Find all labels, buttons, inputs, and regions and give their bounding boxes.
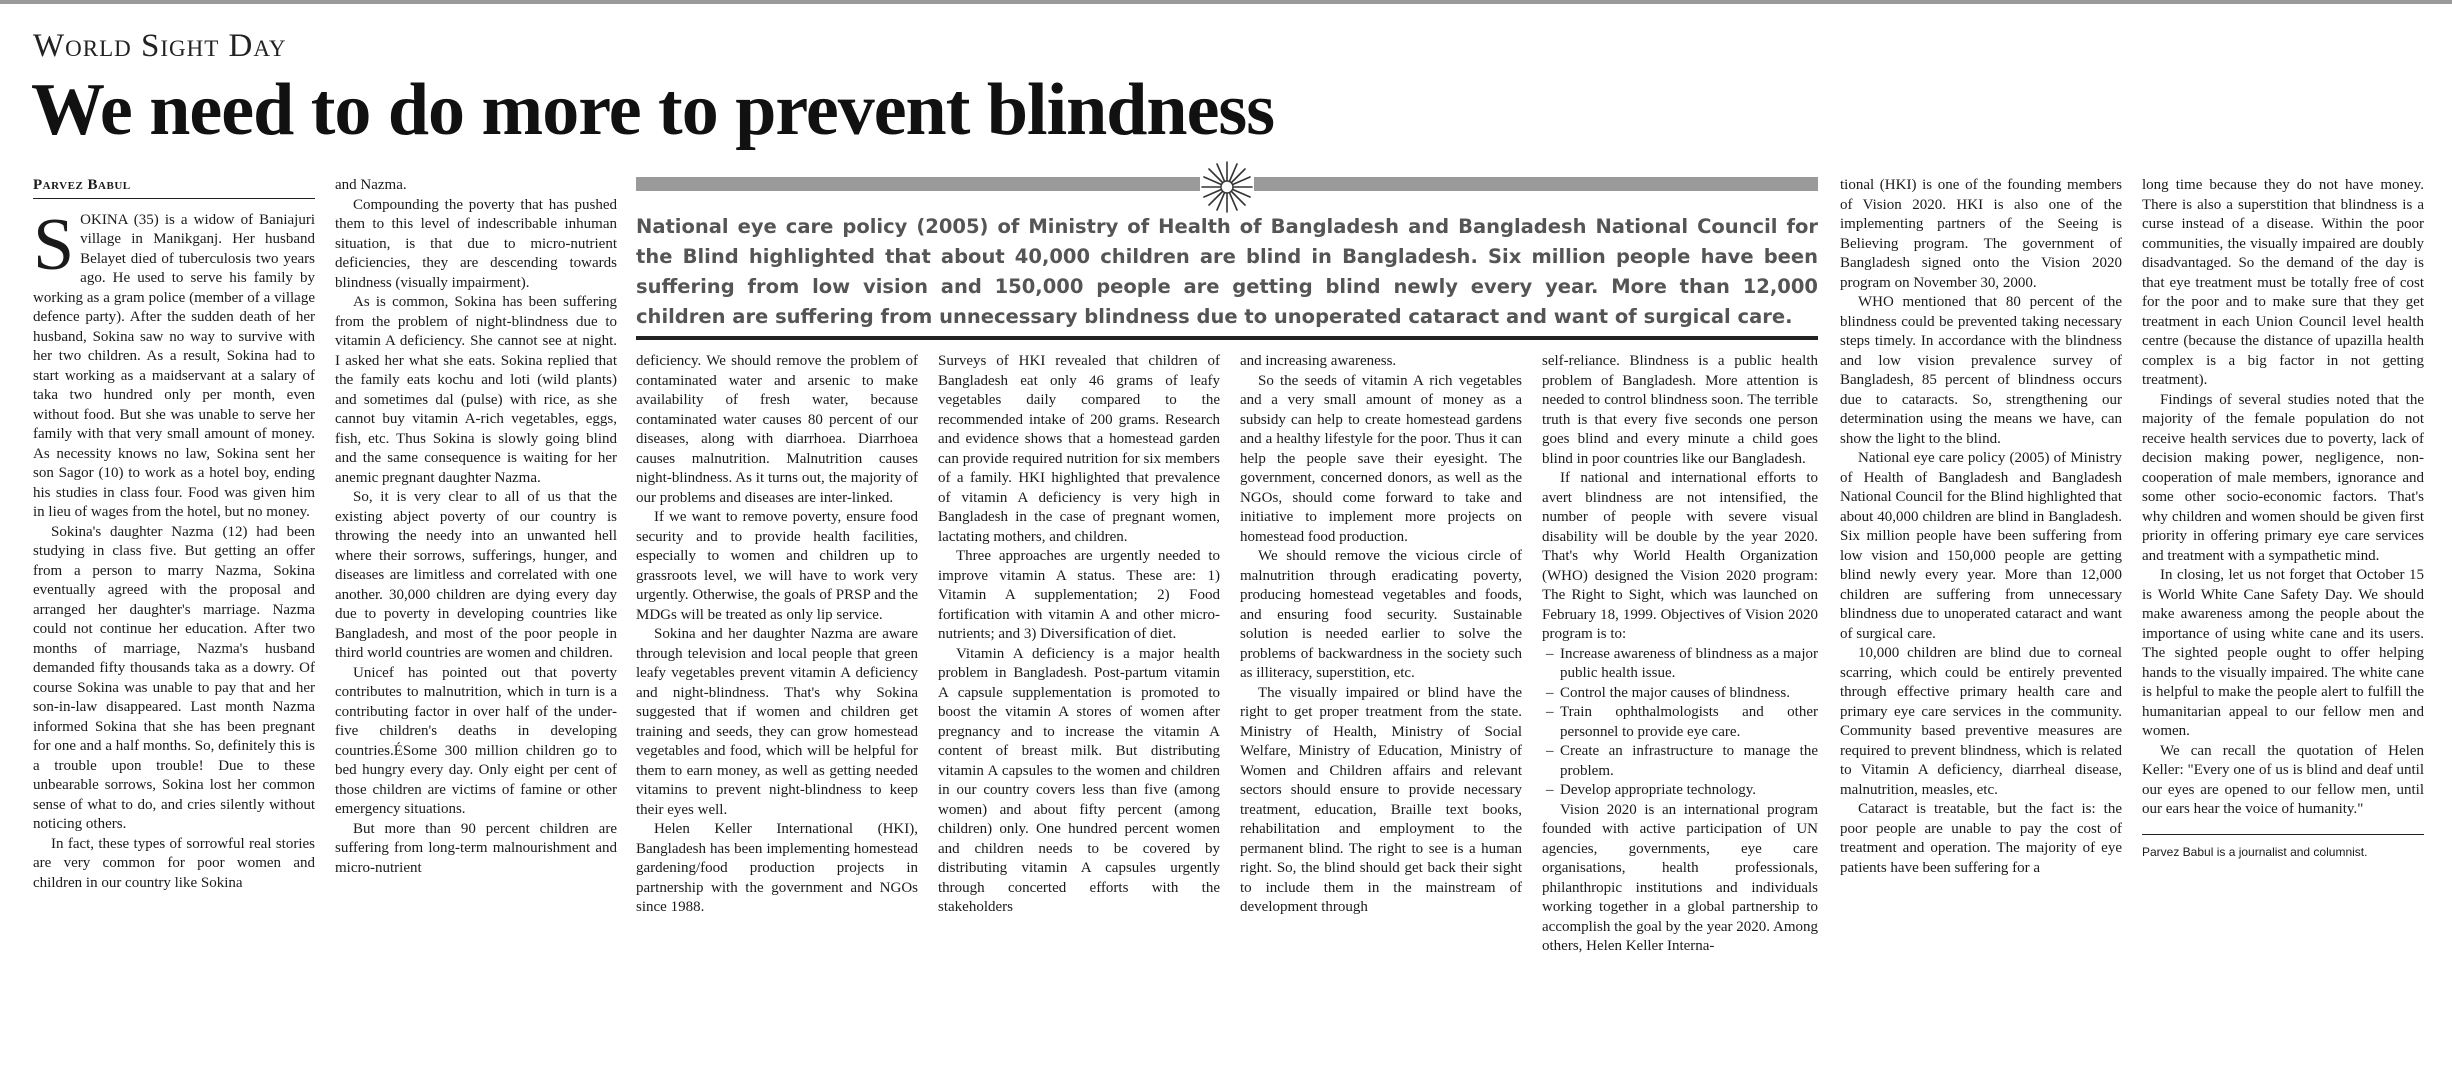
column-3 — [636, 352, 918, 918]
lead-paragraph-text: OKINA (35) is a widow of Baniajuri village in Manikganj. Her husband Belayet died of tuberculosis two years ago. He used to serve his family by working as a gram police (member of a village defence party). After the sudden death of her husband, Sokina saw no way to survive with her two children. As a result, Sokina had to start working as a maidservant at a salary of taka two hundred only per month, even without food. But she was unable to serve her family with that very small amount of money. As necessity knows no law, Sokina sent her son Sagor (10) to work as a hotel boy, ending his studies in class four. Food was given him in lieu of wages from the hotel, but no money. — [33, 211, 315, 520]
paragraph: Compounding the poverty that has pushed them to this level of indescribable inhuman situation, is that due to micro-nutrient deficiencies, they are descending towards blindness (visually impairment). — [335, 196, 617, 291]
paragraph: The visually impaired or blind have the right to get proper treatment from the state. Ministry of Health, Ministry of Social Welfare, Ministry of Education, Ministry of Women and Children affairs and relevant sectors should ensure to provide necessary treatment, education, Braille text books, rehabilitation and employment to the permanent blind. The right to see is a human right. So, the blind should get back their sight to include them in the mainstream of development through — [1240, 684, 1522, 915]
paragraph: and increasing awareness. — [1240, 353, 1397, 369]
column-7 — [1840, 176, 2122, 878]
list-item: – Control the major causes of blindness. — [1560, 684, 1818, 704]
column-6 — [1542, 352, 1818, 957]
paragraph: Cataract is treatable, but the fact is: the poor people are unable to pay the cost of treatment and operation. The majority of eye patients have been suffering for a — [1840, 801, 2122, 876]
paragraph: Helen Keller International (HKI), Bangladesh has been implementing homestead gardening/food production projects in partnership with the government and NGOs since 1988. — [636, 821, 918, 915]
list-item: – Create an infrastructure to manage the problem. — [1560, 742, 1818, 781]
drop-cap: S — [33, 203, 75, 286]
byline: Parvez Babul — [33, 176, 315, 199]
column-8 — [2142, 176, 2424, 862]
paragraph: Vitamin A deficiency is a major health problem in Bangladesh. Post-partum vitamin A capsule supplementation is promoted to boost the vitamin A stores of women after pregnancy and to increase the vitamin A content of breast milk. But distributing vitamin A capsules to the women and children in our country covers less than five (among women) and about fifty percent (among children) only. One hundred percent women and children needs to be covered by distributing vitamin A capsules urgently through concerted efforts with the stakeholders — [938, 645, 1220, 915]
paragraph: self-reliance. Blindness is a public health problem of Bangladesh. More attention is needed to control blindness soon. The terrible truth is that every five seconds one person goes blind and every minute a child goes blind in poor countries like our Bangladesh. — [1542, 353, 1818, 467]
section-kicker: World Sight Day — [33, 28, 287, 64]
paragraph: Vision 2020 is an international program founded with active participation of UN agencies, governments, eye care organisations, health professionals, philanthropic institutions and individuals working together in a global partnership to accomplish the goal by the year 2020. Among others, Helen Keller Interna- — [1542, 801, 1818, 954]
pull-quote-rule — [636, 336, 1818, 340]
lead-paragraph — [33, 203, 315, 523]
paragraph: So, it is very clear to all of us that the existing abject poverty of our country is throwing the needy into an unwanted hell where their sorrows, sufferings, hunger, and diseases are limitless and correlated with one another. 30,000 children are dying every day due to poverty in developing countries like Bangladesh, and most of the poor people in third world countries are women and children. — [335, 489, 617, 661]
paragraph: In fact, these types of sorrowful real stories are very common for poor women and children in our country like Sokina — [33, 835, 315, 891]
paragraph: We can recall the quotation of Helen Keller: "Every one of us is blind and deaf until our eyes are opened to our fellow men, until our ears hear the voice of humanity." — [2142, 742, 2424, 817]
paragraph: If we want to remove poverty, ensure food security and to provide health facilities, especially to women and children up to grassroots level, we will have to work very urgently. Otherwise, the goals of PRSP and the MDGs will be treated as only lip service. — [636, 509, 918, 623]
paragraph: As is common, Sokina has been suffering from the problem of night-blindness due to vitamin A deficiency. She cannot see at night. I asked her what she eats. Sokina replied that the family eats kochu and loti (wild plants) and sometimes dal (pulse) with rice, as she cannot buy vitamin A-rich vegetables, eggs, fish, etc. Thus Sokina is slowly going blind and the same consequence is waiting for her anemic pregnant daughter Nazma. — [335, 294, 617, 486]
article-headline: We need to do more to prevent blindness — [31, 69, 1275, 151]
pull-quote-text: National eye care policy (2005) of Ministry of Health of Bangladesh and Bangladesh National Council for the Blind highlighted that about 40,000 children are blind in Bangladesh. Six million people have been suffering from low vision and 150,000 people are getting blind newly every year. More than 12,000 children are suffering from unnecessary blindness due to unoperated cataract and want of surgical care. — [636, 215, 1818, 328]
list-item: – Increase awareness of blindness as a major public health issue. — [1560, 645, 1818, 684]
paragraph: Three approaches are urgently needed to improve vitamin A status. These are: 1) Vitamin A supplementation; 2) Food fortification with vitamin A and other micro-nutrients; and 3) Diversification of diet. — [938, 548, 1220, 642]
paragraph: long time because they do not have money. There is also a superstition that blindness is a curse instead of a disease. Within the poor communities, the visually impaired are doubly disadvantaged. So the demand of the day is that eye treatment must be totally free of cost for the poor and to make sure that they get treatment in each Union Council level health centre (because the distance of upazilla health complex is a big factor in not getting treatment). — [2142, 177, 2424, 388]
author-credit: Parvez Babul is a journalist and columnist. — [2142, 834, 2424, 863]
starburst-icon — [1200, 160, 1254, 214]
paragraph: deficiency. We should remove the problem of contaminated water and arsenic to make availability of fresh water, because contaminated water causes 80 percent of our diseases, along with diarrhoea. Diarrhoea causes malnutrition. Malnutrition causes night-blindness. As it turns out, the majority of our problems and diseases are inter-linked. — [636, 353, 918, 506]
paragraph: Surveys of HKI revealed that children of Bangladesh eat only 46 grams of leafy vegetables daily compared to the recommended intake of 200 grams. Research and evidence shows that a homestead garden can provide required nutrition for six members of a family. HKI highlighted that prevalence of vitamin A deficiency is very high in Bangladesh in the case of pregnant women, lactating mothers, and children. — [938, 353, 1220, 545]
objectives-list — [1542, 645, 1818, 801]
column-4 — [938, 352, 1220, 918]
list-item: – Train ophthalmologists and other personnel to provide eye care. — [1560, 703, 1818, 742]
paragraph: and Nazma. — [335, 177, 407, 193]
paragraph: Sokina's daughter Nazma (12) had been studying in class five. But getting an offer from a person to marry Nazma, Sokina eventually agreed with the proposal and arranged her daughter's marriage. Nazma could not continue her education. After two months of marriage, Nazma's husband demanded fifty thousands taka as a dowry. Of course Sokina was unable to pay that and her son-in-law disappeared. Last month Nazma informed Sokina that she has been pregnant for one and a half months. So, definitely this is a trouble upon trouble! Due to these unbearable sorrows, Sokina lost her common sense of what to do, and cries silently without noticing others. — [33, 523, 315, 832]
paragraph: tional (HKI) is one of the founding members of Vision 2020. HKI is also one of the implementing partners of the Seeing is Believing program. The government of Bangladesh signed onto the Vision 2020 program on November 30, 2000. — [1840, 177, 2122, 291]
paragraph: If national and international efforts to avert blindness are not intensified, the number of people with severe visual disability will be double by the year 2020. That's why World Health Organization (WHO) designed the Vision 2020 program: The Right to Sight, which was launched on February 18, 1999. Objectives of Vision 2020 program is to: — [1542, 470, 1818, 642]
list-item: – Develop appropriate technology. — [1560, 781, 1818, 801]
paragraph: National eye care policy (2005) of Ministry of Health of Bangladesh and Bangladesh National Council for the Blind highlighted that about 40,000 children are blind in Bangladesh. Six million people have been suffering from low vision and 150,000 people are getting blind newly every year. More than 12,000 children are suffering from unnecessary blindness due to unoperated cataract and want of surgical care. — [1840, 450, 2122, 642]
paragraph: We should remove the vicious circle of malnutrition through eradicating poverty, producing homestead vegetables and foods, and ensuring food security. Sustainable solution is needed earlier to solve the problems of backwardness in the society such as illiteracy, superstition, etc. — [1240, 548, 1522, 681]
column-5 — [1240, 352, 1522, 918]
column-1 — [33, 176, 315, 893]
paragraph: WHO mentioned that 80 percent of the blindness could be prevented taking necessary steps timely. In accordance with the blindness and low vision prevalence survey of Bangladesh, 85 percent of blindness occurs due to cataracts. So, strengthening our determination using the means we have, can show the light to the blind. — [1840, 294, 2122, 447]
paragraph: But more than 90 percent children are suffering from long-term malnourishment and micro-nutrient — [335, 820, 617, 876]
paragraph: In closing, let us not forget that October 15 is World White Cane Safety Day. We should make awareness among the people about the importance of using white cane and its users. The sighted people ought to offer helping hands to the visually impaired. The white cane is helpful to make the people alert to fulfill the humanitarian appeal to our fellow men and women. — [2142, 567, 2424, 739]
paragraph: Unicef has pointed out that poverty contributes to malnutrition, which in turn is a contributing factor in over half of the under-five children's deaths in developing countries.ÉSome 300 million children go to bed hungry every day. Only eight per cent of those children are victims of famine or other emergency situations. — [335, 664, 617, 817]
paragraph: Sokina and her daughter Nazma are aware through television and local people that green leafy vegetables prevent vitamin A deficiency and night-blindness. That's why Sokina suggested that if women and children get training and seeds, they can grow homestead vegetables and food, which will be helpful for them to earn money, as well as getting needed vitamins to prevent night-blindness to keep their eyes well. — [636, 626, 918, 818]
paragraph: So the seeds of vitamin A rich vegetables and a very small amount of money as a subsidy can help to create homestead gardens and a healthy lifestyle for the poor. Thus it can help the people save their eyesight. The government, concerned donors, as well as the NGOs, should come forward to take and initiative to implement more projects on homestead food production. — [1240, 372, 1522, 545]
column-2 — [335, 176, 617, 878]
paragraph: Findings of several studies noted that the majority of the female population do not receive health services due to poverty, lack of decision making power, negligence, non-cooperation of male members, ignorance and some other socio-economic factors. That's why children and women should be given first priority in offering primary eye care services and treatment with a sympathetic mind. — [2142, 391, 2424, 564]
paragraph: 10,000 children are blind due to corneal scarring, which could be entirely prevented through effective primary health care and primary eye care services in the community. Community based preventive measures are required to prevent blindness, which is related to Vitamin A deficiency, diarrheal disease, malnutrition, measles, etc. — [1840, 645, 2122, 798]
top-rule — [0, 0, 2452, 4]
